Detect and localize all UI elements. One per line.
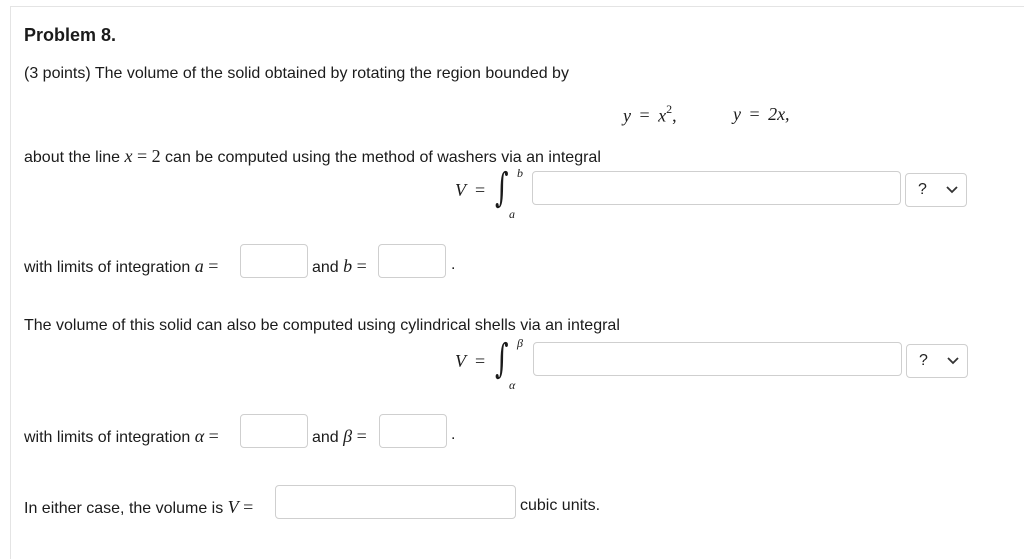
a-variable: a bbox=[194, 256, 204, 276]
shells-limits-text: with limits of integration bbox=[24, 429, 191, 446]
equation-parabola bbox=[623, 104, 677, 126]
washers-integral-icon: ∫ bbox=[495, 165, 509, 211]
shells-description: The volume of this solid can also be computed using cylindrical shells via an integral bbox=[24, 317, 620, 334]
eq1-lhs: y bbox=[623, 105, 631, 126]
shells-upper-limit: β bbox=[517, 336, 523, 350]
eq1-equals: = bbox=[639, 105, 650, 126]
a-equals: = bbox=[208, 256, 219, 276]
washers-and-label bbox=[312, 256, 367, 277]
axis-value: 2 bbox=[151, 146, 161, 166]
alpha-equals: = bbox=[208, 426, 219, 446]
eq2-lhs: y bbox=[733, 104, 741, 124]
washers-limits-text: with limits of integration bbox=[24, 259, 191, 276]
shells-limits-label bbox=[24, 426, 219, 447]
shells-and-label bbox=[312, 426, 367, 447]
volume-equals: = bbox=[243, 497, 254, 517]
volume-units: cubic units. bbox=[520, 497, 601, 514]
b-variable: b bbox=[343, 256, 353, 276]
upper-limit-beta-input[interactable] bbox=[379, 414, 447, 448]
beta-equals: = bbox=[356, 426, 367, 446]
shells-V: V bbox=[455, 351, 466, 371]
washers-text-after: can be computed using the method of washers via an integral bbox=[165, 149, 601, 166]
eq2-equals: = bbox=[749, 104, 760, 124]
beta-variable: β bbox=[343, 426, 353, 446]
lower-limit-a-input[interactable] bbox=[240, 244, 308, 278]
b-equals: = bbox=[356, 256, 367, 276]
washers-text-before: about the line bbox=[24, 149, 121, 166]
shells-help-label: ? bbox=[919, 352, 928, 369]
washers-lower-limit: a bbox=[509, 207, 515, 221]
axis-equals: = bbox=[136, 146, 148, 166]
eq2-rhs: 2x, bbox=[768, 104, 790, 124]
problem-title: Problem 8. bbox=[24, 25, 117, 45]
problem-panel bbox=[10, 6, 1024, 559]
washers-upper-limit: b bbox=[517, 166, 523, 180]
volume-label bbox=[24, 497, 253, 518]
upper-limit-b-input[interactable] bbox=[378, 244, 446, 278]
eq1-base: x bbox=[658, 105, 667, 126]
lower-limit-alpha-input[interactable] bbox=[240, 414, 308, 448]
volume-V: V bbox=[227, 497, 239, 517]
washers-help-dropdown[interactable] bbox=[905, 173, 967, 207]
washers-description bbox=[24, 146, 601, 167]
shells-integrand-input[interactable] bbox=[533, 342, 902, 376]
axis-variable: x bbox=[124, 146, 133, 166]
shells-equals: = bbox=[475, 351, 486, 371]
washers-period: . bbox=[451, 256, 456, 273]
washers-and-text: and bbox=[312, 259, 339, 276]
volume-input[interactable] bbox=[275, 485, 516, 519]
problem-intro: (3 points) The volume of the solid obtained by rotating the region bounded by bbox=[24, 65, 569, 82]
alpha-variable: α bbox=[194, 426, 205, 446]
washers-equals: = bbox=[475, 180, 486, 200]
chevron-down-icon bbox=[947, 357, 959, 365]
washers-help-label: ? bbox=[918, 181, 927, 198]
eq1-comma: , bbox=[672, 105, 677, 126]
shells-period: . bbox=[451, 426, 456, 443]
equation-line bbox=[733, 104, 790, 125]
washers-limits-label bbox=[24, 256, 218, 277]
washers-integrand-input[interactable] bbox=[532, 171, 901, 205]
shells-and-text: and bbox=[312, 429, 339, 446]
chevron-down-icon bbox=[946, 186, 958, 194]
volume-text: In either case, the volume is bbox=[24, 500, 224, 517]
shells-lower-limit: α bbox=[509, 378, 516, 392]
washers-V: V bbox=[455, 180, 466, 200]
eq1-exponent: 2 bbox=[666, 102, 673, 116]
shells-integral-icon: ∫ bbox=[495, 336, 509, 382]
shells-help-dropdown[interactable] bbox=[906, 344, 968, 378]
